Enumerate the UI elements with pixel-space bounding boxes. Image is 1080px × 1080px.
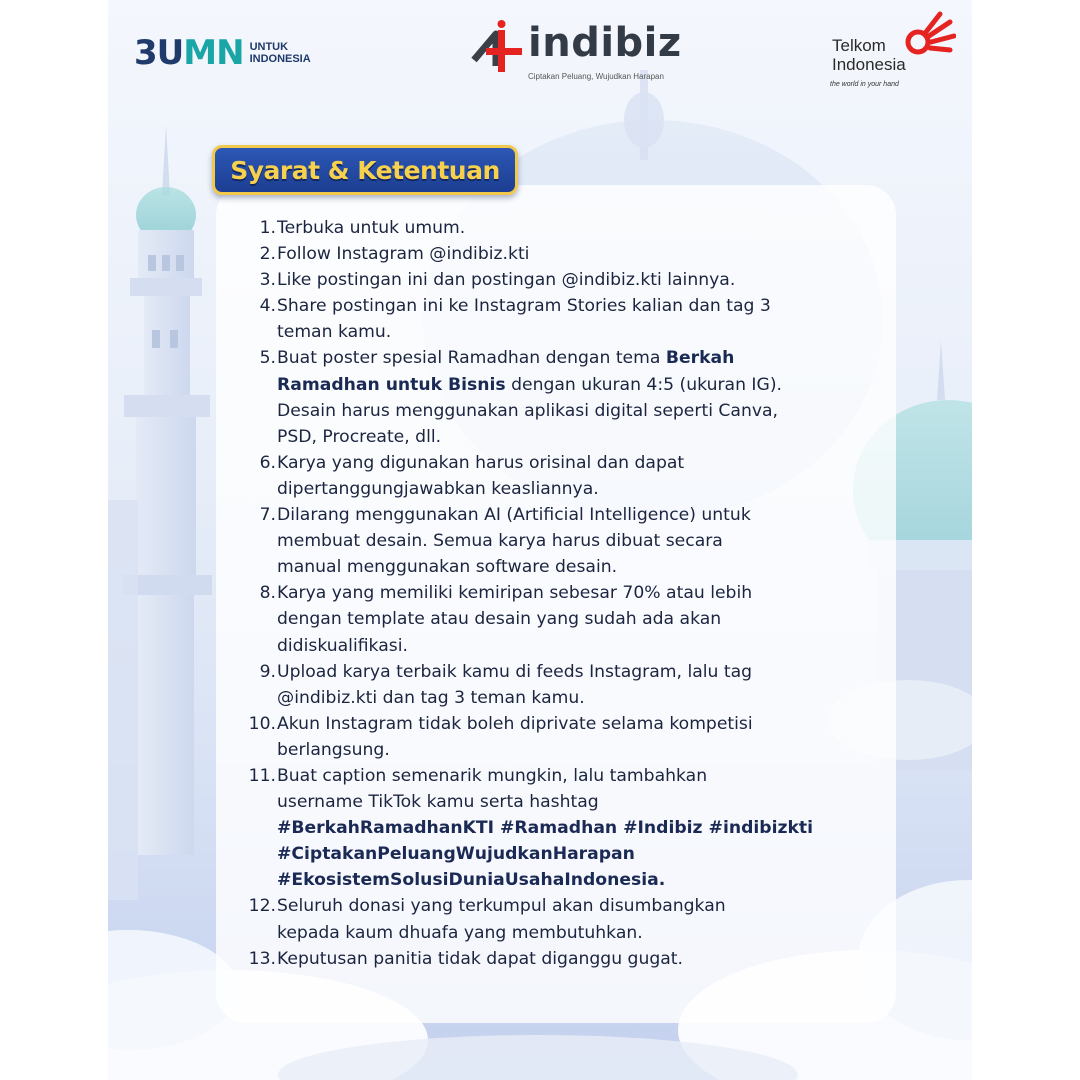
indibiz-tagline: Ciptakan Peluang, Wujudkan Harapan — [528, 72, 664, 81]
telkom-tagline: the world in your hand — [830, 81, 899, 88]
bumn-subtitle: UNTUK INDONESIA — [249, 41, 311, 65]
list-item: 10. Akun Instagram tidak boleh diprivate selama kompetisi berlangsung. — [248, 713, 753, 760]
list-item: 9. Upload karya terbaik kamu di feeds Instagram, lalu tag @indibiz.kti dan tag 3 teman kamu. — [259, 661, 753, 708]
bumn-logo — [134, 33, 311, 73]
page-title: Syarat & Ketentuan — [230, 155, 500, 185]
list-item: 4. Share postingan ini ke Instagram Stories kalian dan tag 3 teman kamu. — [259, 296, 771, 343]
indibiz-wordmark: indibiz — [528, 20, 682, 66]
list-item: 2. Follow Instagram @indibiz.kti — [259, 244, 530, 265]
list-item: 3. Like postingan ini dan postingan @indibiz.kti lainnya. — [259, 270, 736, 291]
title-badge — [212, 145, 518, 195]
indibiz-logo — [466, 16, 686, 86]
rules-list — [248, 215, 892, 972]
list-item: 12. Seluruh donasi yang terkumpul akan disumbangkan kepada kaum dhuafa yang membutuhkan. — [248, 896, 726, 943]
list-item: 1. Terbuka untuk umum. — [259, 218, 466, 238]
list-item: 5. Buat poster spesial Ramadhan dengan tema Berkah Ramadhan untuk Bisnis dengan ukuran 4:5 (ukuran IG). Desain harus menggunakan aplikasi digital seperti Canva, PSD, Procreate, dll. — [259, 348, 782, 447]
list-item: 11. Buat caption semenarik mungkin, lalu tambahkan username TikTok kamu serta hashtag #BerkahRamadhanKTI #Ramadhan #Indibiz #indibizkti #CiptakanPeluangWujudkanHarapan #EkosistemSolusiDuniaUsahaIndonesia. — [248, 765, 814, 891]
list-item: 7. Dilarang menggunakan AI (Artificial Intelligence) untuk membuat desain. Semua karya harus dibuat secara manual menggunakan software desain. — [259, 505, 751, 578]
bumn-mark: 3UMN — [134, 33, 244, 73]
poster — [108, 0, 972, 1080]
list-item: 13. Keputusan panitia tidak dapat diganggu gugat. — [248, 948, 683, 969]
telkom-logo — [828, 10, 958, 90]
telkom-wordmark: Telkom Indonesia — [832, 36, 906, 74]
list-item: 6. Karya yang digunakan harus orisinal dan dapat dipertanggungjawabkan keasliannya. — [259, 452, 685, 499]
list-item: 8. Karya yang memiliki kemiripan sebesar 70% atau lebih dengan template atau desain yang sudah ada akan didiskualifikasi. — [259, 583, 753, 656]
indibiz-mark-icon — [466, 20, 526, 80]
